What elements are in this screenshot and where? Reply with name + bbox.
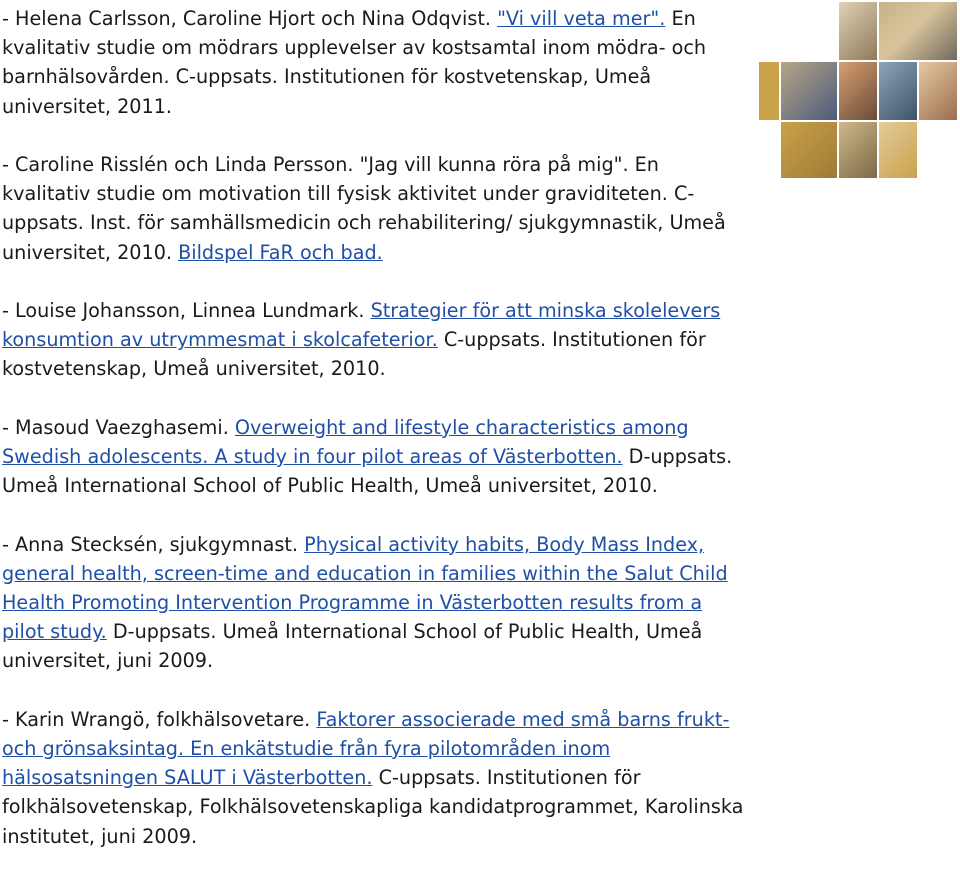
photo-tile <box>879 62 917 120</box>
entry-details: En kvalitativ studie om mödrars upplevelser av kostsamtal inom mödra- och barnhälsovården. C-uppsats. Institutionen för kostvetenskap, Umeå universitet, 2011. <box>2 7 707 118</box>
entry-authors: - Anna Stecksén, sjukgymnast. <box>2 532 305 556</box>
thesis-list <box>2 4 747 880</box>
entry-details: C-uppsats. Institutionen för kostvetenskap, Umeå universitet, 2010. <box>2 328 706 381</box>
entry-title-link[interactable]: Bildspel FaR och bad. <box>178 240 383 264</box>
photo-tile <box>879 2 957 60</box>
entry-title-link[interactable]: Physical activity habits, Body Mass Index, general health, screen-time and education in families within the Salut Child Health Promoting Intervention Programme in Västerbotten results from a pilot study. <box>2 532 728 644</box>
entry-title-link[interactable]: Strategier för att minska skolelevers konsumtion av utrymmesmat i skolcafeterior. <box>2 299 721 352</box>
gold-banner <box>759 62 779 120</box>
list-item <box>2 296 747 384</box>
entry-authors: - Helena Carlsson, Caroline Hjort och Nina Odqvist. <box>2 7 498 30</box>
entry-details: D-uppsats. Umeå International School of Public Health, Umeå universitet, juni 2009. <box>2 620 703 673</box>
photo-tile <box>919 62 957 120</box>
entry-details: C-uppsats. Institutionen för folkhälsovetenskap, Folkhälsovetenskapliga kandidatprogrammet, Karolinska institutet, juni 2009. <box>2 766 744 848</box>
entry-title-link[interactable]: Overweight and lifestyle characteristics among Swedish adolescents. A study in four pilot areas of Västerbotten. <box>2 415 689 468</box>
entry-title-link[interactable]: "Vi vill veta mer". <box>497 7 666 30</box>
photo-tile <box>879 122 917 178</box>
entry-authors: - Karin Wrangö, folkhälsovetare. <box>2 707 317 731</box>
photo-tile <box>781 62 837 120</box>
photo-tile <box>781 122 837 178</box>
photo-tile <box>839 2 877 60</box>
photo-tile <box>839 122 877 178</box>
list-item <box>2 530 747 676</box>
list-item <box>2 4 747 121</box>
list-item <box>2 150 747 267</box>
list-item <box>2 413 747 501</box>
salut-photo-collage <box>759 2 959 178</box>
entry-title-link[interactable]: Faktorer associerade med små barns frukt- och grönsaksintag. En enkätstudie från fyra pilotområden inom hälsosatsningen SALUT i Västerbotten. <box>2 707 730 790</box>
list-item <box>2 705 747 851</box>
entry-authors: - Masoud Vaezghasemi. <box>2 415 235 439</box>
entry-details: D-uppsats. Umeå International School of Public Health, Umeå universitet, 2010. <box>2 445 733 498</box>
entry-authors: - Louise Johansson, Linnea Lundmark. <box>2 299 371 322</box>
entry-authors: - Caroline Risslén och Linda Persson. "Jag vill kunna röra på mig". En kvalitativ studie om motivation till fysisk aktivitet under graviditeten. C-uppsats. Inst. för samhällsmedicin och rehabilitering/ sjukgymnastik, Umeå universitet, 2010. <box>2 153 726 264</box>
photo-tile <box>839 62 877 120</box>
